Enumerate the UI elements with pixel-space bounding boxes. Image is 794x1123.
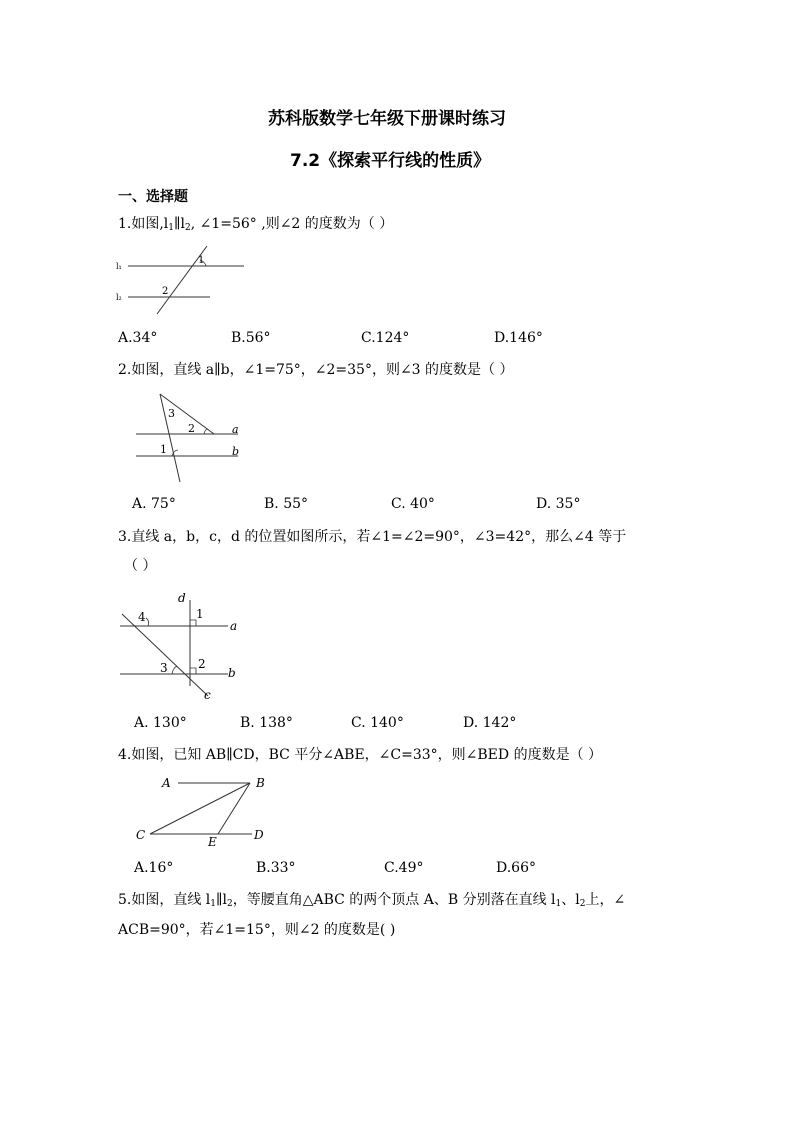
q3-option-b: B. 138°: [240, 715, 293, 731]
q3-option-d: D. 142°: [463, 715, 517, 731]
q1-option-a: A.34°: [118, 330, 158, 346]
q4-option-b: B.33°: [256, 860, 296, 876]
fig1-label-l1: l₁: [116, 262, 122, 271]
fig3-line-d: d: [178, 591, 186, 605]
fig4-point-C: C: [136, 828, 146, 842]
q1-option-c: C.124°: [361, 330, 410, 346]
question-2-text: 2.如图，直线 a∥b，∠1=75°，∠2=35°，则∠3 的度数是（ ）: [118, 362, 514, 378]
fig1-angle-1: 1: [198, 255, 205, 266]
q4-option-d: D.66°: [496, 860, 536, 876]
fig3-angle-1: 1: [196, 607, 204, 621]
question-3-text-line2: （ ）: [124, 558, 157, 574]
fig1-label-l2: l₂: [116, 293, 122, 302]
fig3-angle-2: 2: [198, 657, 206, 671]
question-1-text: 1.如图$,l_1\parallel l_2$, ∠1=56° ,则∠2 的度数为（ ）: [118, 216, 394, 233]
fig1-angle-2: 2: [162, 286, 169, 297]
question-4-text: 4.如图，已知 AB∥CD，BC 平分∠ABE，∠C=33°，则∠BED 的度数是（ ）: [118, 747, 603, 763]
q3-option-c: C. 140°: [351, 715, 404, 731]
fig2-angle-3: 3: [168, 407, 175, 420]
fig3-line-c: c: [204, 688, 211, 702]
q3-option-a: A. 130°: [134, 715, 187, 731]
question-5-text-line1: 5.如图，直线 $l_1\parallel l_2$，等腰直角△ABC 的两个顶点 A、B 分别落在直线 $l_1$、$l_2$上，∠: [118, 892, 626, 909]
fig3-line-a: a: [230, 619, 238, 633]
question-4-figure: [132, 773, 272, 849]
fig4-point-D: D: [254, 828, 264, 842]
q2-option-b: B. 55°: [264, 496, 309, 512]
question-5-text-line2: ACB=90°，若∠1=15°，则∠2 的度数是( ): [118, 922, 396, 938]
q4-option-a: A.16°: [134, 860, 174, 876]
fig4-point-E: E: [208, 835, 217, 849]
fig2-angle-2: 2: [188, 422, 195, 435]
fig4-point-A: A: [162, 776, 171, 790]
fig4-point-B: B: [256, 776, 265, 790]
section-heading: 一、选择题: [118, 189, 188, 205]
fig2-line-b: b: [232, 445, 240, 458]
question-2-figure: [132, 390, 252, 485]
q4-option-c: C.49°: [384, 860, 424, 876]
fig3-line-b: b: [228, 666, 236, 680]
question-3-figure: [116, 588, 246, 706]
question-1-figure: [112, 244, 247, 316]
page-title: 苏科版数学七年级下册课时练习: [268, 109, 506, 129]
q2-option-c: C. 40°: [391, 496, 435, 512]
fig2-angle-1: 1: [160, 443, 167, 456]
question-3-text-line1: 3.直线 a，b，c，d 的位置如图所示，若∠1=∠2=90°，∠3=42°，那么∠4 等于: [118, 529, 627, 545]
q2-option-a: A. 75°: [132, 496, 176, 512]
fig2-line-a: a: [232, 423, 239, 436]
page-subtitle: 7.2《探索平行线的性质》: [290, 151, 491, 171]
fig3-angle-3: 3: [160, 661, 168, 675]
q1-option-b: B.56°: [231, 330, 271, 346]
q1-option-d: D.146°: [494, 330, 543, 346]
fig3-angle-4: 4: [138, 610, 146, 624]
q2-option-d: D. 35°: [536, 496, 581, 512]
